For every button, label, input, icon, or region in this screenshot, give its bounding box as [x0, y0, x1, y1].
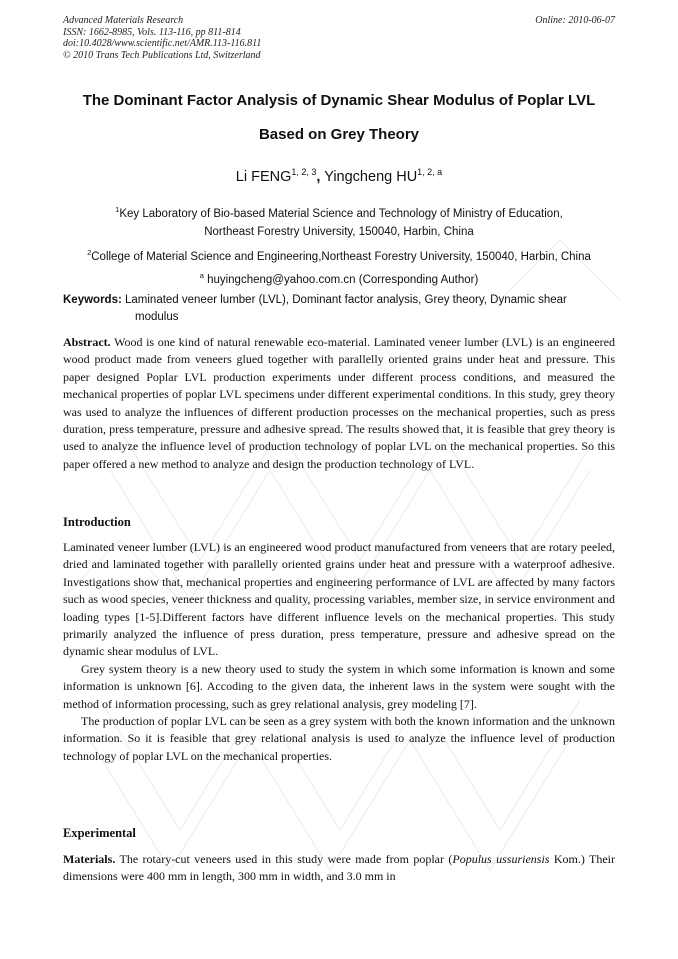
author-affiliation-mark: 1, 2, a	[417, 167, 443, 177]
abstract-label: Abstract.	[63, 335, 111, 349]
author-separator: ,	[316, 169, 321, 185]
species-name: Populus ussuriensis	[452, 852, 550, 866]
email-mark: a	[199, 271, 204, 280]
materials-paragraph	[63, 851, 615, 886]
section-heading-experimental: Experimental	[63, 826, 136, 840]
affiliation-1	[30, 201, 648, 241]
keywords-text: Laminated veneer lumber (LVL), Dominant factor analysis, Grey theory, Dynamic shear	[121, 294, 567, 306]
online-date: Online: 2010-06-07	[535, 15, 615, 26]
materials-text: The rotary-cut veneers used in this study were made from poplar (	[115, 852, 453, 866]
abstract-text: Wood is one kind of natural renewable eco-material. Laminated veneer lumber (LVL) is an engineered wood product made from veneers glued together with parallelly oriented grains under heat and pressure. This paper designed Poplar LVL production experiments under different process conditions, and measured the mechanical properties of poplar LVL specimens under different experimental conditions. In this study, grey theory was used to analyze the influences of different production processes on the mechanical properties, such as press duration, press temperature, pressure and adhesive spread. The results showed that, it is feasible that grey theory is used to analyze the influence level of production technology of poplar LVL on the mechanical properties. So this paper offered a new method to analyze and design the production technology of LVL.	[63, 335, 615, 471]
author-list	[40, 167, 638, 185]
keywords-block	[63, 292, 615, 326]
keywords-label: Keywords:	[63, 294, 122, 306]
keywords-continuation: modulus	[135, 311, 179, 323]
affiliation-2-text: College of Material Science and Engineering,Northeast Forestry University, 150040, Harbin, China	[91, 251, 591, 263]
paper-title-line2: Based on Grey Theory	[258, 126, 420, 143]
affiliation-mark: 2	[87, 248, 92, 257]
journal-name: Advanced Materials Research	[63, 15, 184, 26]
author-name: Li FENG	[235, 169, 292, 185]
paragraph: Grey system theory is a new theory used to study the system in which some information is known and some information is unknown [6]. Accoding to the given data, the inherent laws in the system were sought with the method of information processing, such as grey relational analysis, grey modeling [7].	[63, 661, 615, 711]
author-affiliation-mark: 1, 2, 3	[291, 167, 317, 177]
author-name: Yingcheng HU	[320, 169, 418, 185]
affiliation-2	[30, 244, 648, 266]
running-header	[63, 15, 615, 61]
section-heading-introduction: Introduction	[63, 515, 131, 529]
journal-info	[63, 15, 261, 61]
paper-title-line1: The Dominant Factor Analysis of Dynamic Shear Modulus of Poplar LVL	[82, 92, 596, 109]
email-text: huyingcheng@yahoo.com.cn (Corresponding Author)	[207, 274, 479, 286]
paragraph: The production of poplar LVL can be seen as a grey system with both the known information and the unknown information. So it is feasible that grey relational analysis is used to analyze the influence level of production technology of poplar LVL on the mechanical properties.	[63, 714, 615, 763]
abstract	[63, 334, 615, 473]
doi-line: doi:10.4028/www.scientific.net/AMR.113-116.811	[63, 38, 262, 49]
paragraph: Laminated veneer lumber (LVL) is an engineered wood product manufactured from veneers that are rotary peeled, dried and laminated together with parallelly oriented grains under heat and pressure with a waterproof adhesive. Investigations show that, mechanical properties and engineering performance of LVL are affected by many factors such as wood species, veneer thickness and quality, processing variables, member size, in service environment and loading types [1-5].Different factors have different influence levels on the mechanical properties. This study primarily analyzed the influence of press duration, press temperature, pressure and adhesive spread on the dynamic shear modulus of LVL.	[63, 540, 615, 659]
issn-line: ISSN: 1662-8985, Vols. 113-116, pp 811-814	[63, 26, 241, 38]
copyright-line: © 2010 Trans Tech Publications Ltd, Switzerland	[63, 49, 261, 61]
affiliation-1-line2: Northeast Forestry University, 150040, Harbin, China	[204, 226, 474, 238]
corresponding-email	[30, 267, 648, 289]
introduction-body	[63, 539, 615, 765]
affiliation-mark: 1	[115, 205, 120, 214]
affiliation-1-line1: Key Laboratory of Bio-based Material Science and Technology of Ministry of Education,	[119, 208, 563, 220]
materials-text-cont: Kom.) Their dimensions were 400 mm in length, 300 mm in width, and 3.0 mm in	[63, 852, 616, 884]
materials-label: Materials.	[63, 852, 116, 866]
